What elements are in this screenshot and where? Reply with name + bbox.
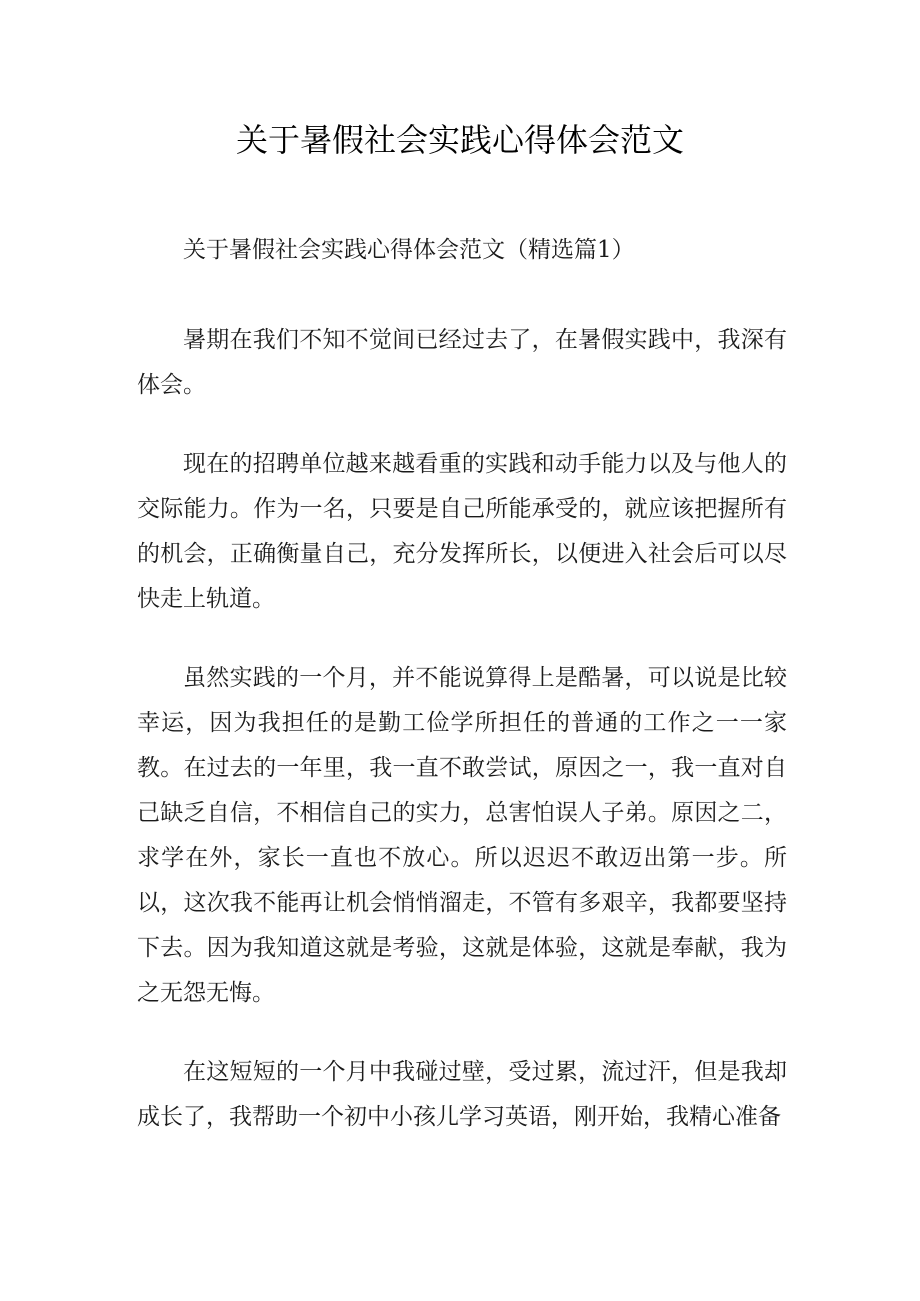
document-title: 关于暑假社会实践心得体会范文 <box>235 121 684 159</box>
paragraph-4: 在这短短的一个月中我碰过壁，受过累，流过汗，但是我却成长了，我帮助一个初中小孩儿学习英语，刚开始，我精心准备 <box>137 1059 787 1130</box>
paragraph-1: 暑期在我们不知不觉间已经过去了，在暑假实践中，我深有体会。 <box>137 327 787 398</box>
paragraph-3: 虽然实践的一个月，并不能说算得上是酷暑，可以说是比较幸运，因为我担任的是勤工俭学所担任的普通的工作之一一家教。在过去的一年里，我一直不敢尝试，原因之一，我一直对自己缺乏自信，不相信自己的实力，总害怕误人子弟。原因之二，求学在外，家长一直也不放心。所以迟迟不敢迈出第一步。所以，这次我不能再让机会悄悄溜走，不管有多艰辛，我都要坚持下去。因为我知道这就是考验，这就是体验，这就是奉献，我为之无怨无悔。 <box>137 665 787 1006</box>
section-heading: 关于暑假社会实践心得体会范文（精选篇1） <box>183 237 635 263</box>
paragraph-2: 现在的招聘单位越来越看重的实践和动手能力以及与他人的交际能力。作为一名，只要是自己所能承受的，就应该把握所有的机会，正确衡量自己，充分发挥所长，以便进入社会后可以尽快走上轨道。 <box>137 451 787 612</box>
document-body <box>137 228 787 1140</box>
